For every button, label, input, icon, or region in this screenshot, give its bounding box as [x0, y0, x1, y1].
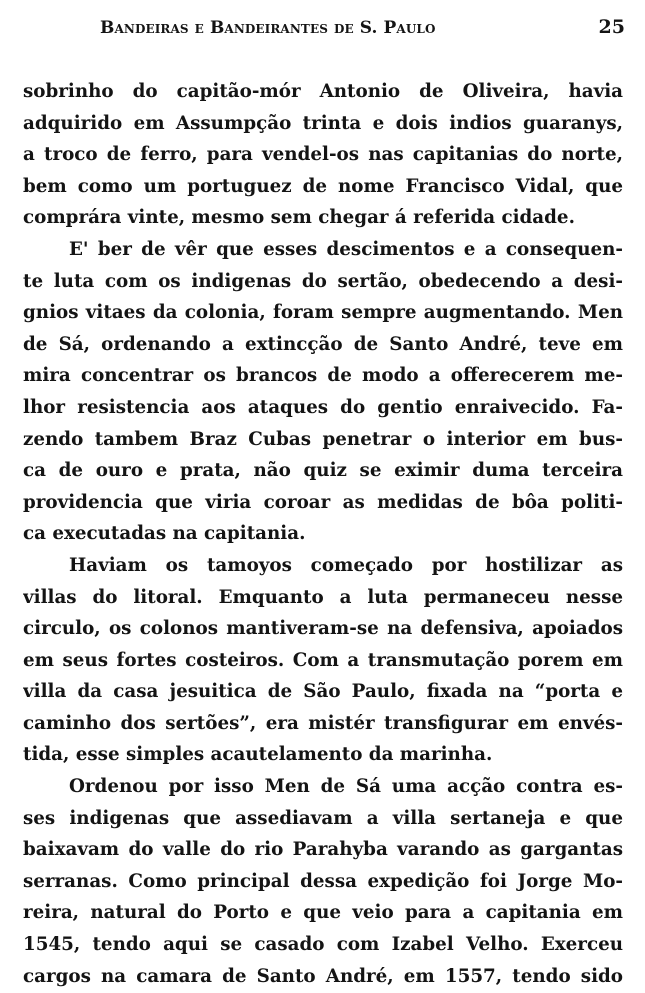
text-line: 1545, tendo aqui se casado com Izabel Velho. Exerceu [23, 934, 623, 956]
text-line: ca executadas na capitania. [23, 523, 306, 545]
text-line: adquirido em Assumpção trinta e dois indios guaranys, [23, 112, 623, 134]
text-line: villas do litoral. Emquanto a luta permaneceu nesse [23, 586, 623, 608]
paragraph [23, 234, 623, 550]
text-line: reira, natural do Porto e que veio para a capitania em [23, 902, 623, 924]
page-body [23, 76, 623, 992]
text-line: gnios vitaes da colonia, foram sempre augmentando. Men [23, 302, 623, 324]
text-line: villa da casa jesuitica de São Paulo, fixada na “porta e [23, 681, 623, 703]
text-line: serranas. Como principal dessa expedição foi Jorge Mo- [23, 870, 623, 892]
paragraph [23, 76, 623, 234]
running-title: Bandeiras e Bandeirantes de S. Paulo [100, 18, 436, 38]
text-line: ses indigenas que assediavam a villa sertaneja e que [23, 807, 623, 829]
text-line: mira concentrar os brancos de modo a offerecerem me- [23, 365, 623, 387]
text-line: te luta com os indigenas do sertão, obedecendo a desi- [23, 270, 623, 292]
text-line: sobrinho do capitão-mór Antonio de Oliveira, havia [23, 81, 623, 102]
paragraph [23, 771, 623, 992]
paragraph [23, 550, 623, 771]
text-line: caminho dos sertões”, era mistér transfigurar em envés- [23, 712, 623, 734]
text-line: Haviam os tamoyos começado por hostilizar as [69, 554, 623, 576]
text-line: cargos na camara de Santo André, em 1557, tendo sido [23, 965, 623, 987]
text-line: de Sá, ordenando a extincção de Santo André, teve em [23, 333, 623, 355]
text-line: tida, esse simples acautelamento da marinha. [23, 744, 493, 766]
text-line: E' ber de vêr que esses descimentos e a consequen- [69, 238, 623, 260]
text-line: providencia que viria coroar as medidas de bôa politi- [23, 491, 623, 513]
text-line: baixavam do valle do rio Parahyba varando as gargantas [23, 839, 623, 861]
text-line: Ordenou por isso Men de Sá uma acção contra es- [69, 776, 623, 798]
text-line: circulo, os colonos mantiveram-se na defensiva, apoiados [23, 618, 623, 640]
text-line: em seus fortes costeiros. Com a transmutação porem em [23, 649, 623, 671]
text-line: lhor resistencia aos ataques do gentio enraivecido. Fa- [23, 396, 623, 418]
text-line: a troco de ferro, para vendel-os nas capitanias do norte, [23, 144, 623, 166]
running-header [100, 14, 625, 44]
text-line: ca de ouro e prata, não quiz se eximir duma terceira [23, 460, 623, 482]
text-line: comprára vinte, mesmo sem chegar á referida cidade. [23, 207, 575, 229]
text-line: zendo tambem Braz Cubas penetrar o interior em bus- [23, 428, 623, 450]
page-number: 25 [598, 16, 625, 38]
text-line: bem como um portuguez de nome Francisco Vidal, que [23, 175, 623, 197]
